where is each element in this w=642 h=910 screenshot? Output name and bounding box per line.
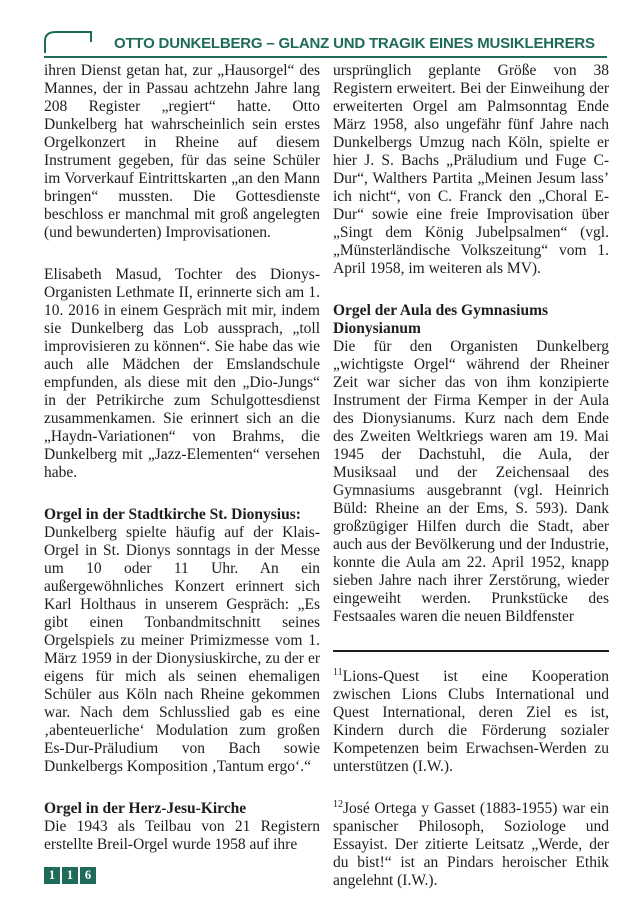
page-number-box: 1	[62, 867, 78, 884]
page-header	[44, 29, 607, 58]
footnote: $^{12}$José Ortega y Gasset (1883-1955) war ein spanischer Philosoph, Soziologe und Essayist. Der zitierte Leitsatz „Werde, der du bist!“ ist an Pindars heroischer Ethik angelehnt (I.W.).	[333, 798, 609, 889]
footnote-marker: 12	[333, 798, 343, 810]
footnote-divider	[333, 650, 609, 652]
section-heading: Orgel in der Herz-Jesu-Kirche	[44, 800, 247, 817]
body-paragraph: Dunkelberg spielte häufig auf der Klais-Orgel in St. Dionys sonntags in der Messe um 10 oder 11 Uhr. An ein außergewöhnliches Konzert erinnert sich Karl Holthaus in unserem Gespräch: „Es gibt einen Tonbandmitschnitt seines Orgelspiels zu meiner Primizmesse vom 1. März 1959 in der Dionysiuskirche, zu der er eigens für mich als seinen ehemaligen Schüler aus Köln nach Rheine gekommen war. Nach dem Schlusslied gab es eine ‚abenteuerliche‘ Modulation zum großen Es-Dur-Präludium von Bach sowie Dunkelbergs Komposition ‚Tantum ergo‘.“	[44, 524, 320, 775]
footnote: $^{11}$Lions-Quest ist eine Kooperation zwischen Lions Clubs International und Quest International, deren Ziel es ist, Kindern durch die Förderung sozialer Kompetenzen beim Erwachsen-Werden zu unterstützen (I.W.).	[333, 666, 609, 775]
left-column	[44, 62, 320, 890]
body-paragraph: Die für den Organisten Dunkelberg „wichtigste Orgel“ während der Rheiner Zeit war sicher das von ihm konzipierte Instrument der Firma Kemper in der Aula des Dionysianums. Kurz nach dem Ende des Zweiten Weltkriegs waren am 19. Mai 1945 der Dachstuhl, die Aula, der Musiksaal und der Zeichensaal des Gymnasiums ausgebrannt (vgl. Heinrich Büld: Rheine an der Ems, S. 593). Dank großzügiger Hilfen durch die Stadt, aber auch aus der Bevölkerung und der Industrie, konnte die Aula am 22. April 1952, knapp sieben Jahre nach ihrer Zerstörung, wieder eingeweiht werden. Prunkstücke des Festsaales waren die neuen Bildfenster	[333, 338, 609, 625]
page-number	[44, 867, 96, 884]
body-paragraph: ihren Dienst getan hat, zur „Hausorgel“ des Mannes, der in Passau achtzehn Jahre lang 208 Register „regiert“ hatte. Otto Dunkelberg hat wahrscheinlich sein erstes Orgelkonzert in Rheine auf diesem Instrument gegeben, für das seine Schüler im Vorverkauf Eintrittskarten „an den Mann bringen“ mussten. Die Gottesdienste beschloss er manchmal mit groß angelegten (und bewunderten) Improvisationen.	[44, 62, 320, 241]
page-title: OTTO DUNKELBERG – GLANZ UND TRAGIK EINES MUSIKLEHRERS	[114, 35, 595, 52]
text-columns	[44, 62, 609, 890]
page-number-box: 6	[80, 867, 96, 884]
right-column	[333, 62, 609, 890]
corner-rule-icon	[44, 29, 102, 53]
body-paragraph: ursprünglich geplante Größe von 38 Registern erweitert. Bei der Einweihung der erweiterten Orgel am Palmsonntag Ende März 1958, also ungefähr fünf Jahre nach Dunkelbergs Umzug nach Köln, spielte er hier J. S. Bachs „Präludium und Fuge C-Dur“, Walthers Partita „Meinen Jesum lass’ ich nicht“, von C. Franck den „Choral E-Dur“ sowie eine freie Improvisation über „Singt dem König Jubelpsalmen“ (vgl. „Münsterländische Volkszeitung“ vom 1. April 1958, im weiteren als MV).	[333, 62, 609, 277]
body-paragraph: Die 1943 als Teilbau von 21 Registern erstellte Breil-Orgel wurde 1958 auf ihre	[44, 818, 320, 853]
page-number-box: 1	[44, 867, 60, 884]
section-heading: Orgel in der Stadtkirche St. Dionysius:	[44, 506, 301, 523]
section-heading: Orgel der Aula des Gymnasiums Dionysianum	[333, 302, 549, 337]
body-paragraph: Elisabeth Masud, Tochter des Dionys-Organisten Lethmate II, erinnerte sich am 1. 10. 2016 in einem Gespräch mit mir, indem sie Dunkelberg das Lob aussprach, „toll improvisieren zu können“. Sie habe das wie auch alle Mädchen der Emslandschule empfunden, als diese mit den „Dio-Jungs“ in der Petrikirche zum Schulgottesdienst zusammenkamen. Sie erinnert sich an die „Haydn-Variationen“ von Brahms, die Dunkelberg mit „Jazz-Elementen“ versehen habe.	[44, 266, 320, 481]
footnote-marker: 11	[333, 666, 343, 678]
